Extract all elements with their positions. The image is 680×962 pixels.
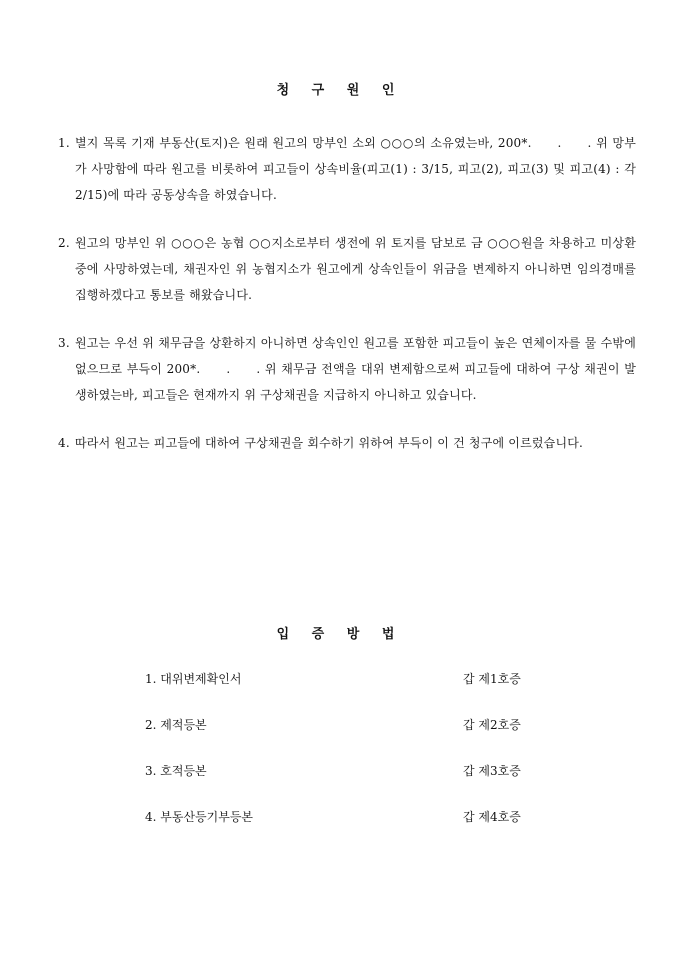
claims-list <box>58 130 636 478</box>
claim-item <box>58 130 636 208</box>
claim-text: 별지 목록 기재 부동산(토지)은 원래 원고의 망부인 소외 ○○○의 소유였는바, 200*. . . 위 망부가 사망함에 따라 원고를 비롯하여 피고들이 상속비율(피고(1) : 3/15, 피고(2), 피고(3) 및 피고(4) : 각 2/15)에 따라 공동상속을 하였습니다. <box>75 136 636 202</box>
evidence-code: 갑 제2호증 <box>463 718 521 732</box>
evidence-row <box>145 671 545 717</box>
claim-text: 따라서 원고는 피고들에 대하여 구상채권을 회수하기 위하여 부득이 이 건 청구에 이르렀습니다. <box>75 436 584 450</box>
evidence-code: 갑 제4호증 <box>463 810 521 824</box>
claims-title: 청 구 원 인 <box>276 83 404 98</box>
evidence-row <box>145 763 545 809</box>
claim-text: 원고는 우선 위 채무금을 상환하지 아니하면 상속인인 원고를 포함한 피고들이 높은 연체이자를 물 수밖에 없으므로 부득이 200*. . . 위 채무금 전액을 대위 변제함으로써 피고들에 대하여 구상 채권이 발생하였는바, 피고들은 현재까지 위 구상채권을 지급하지 아니하고 있습니다. <box>75 336 636 402</box>
evidence-code: 갑 제1호증 <box>463 672 521 686</box>
evidence-row <box>145 717 545 763</box>
evidence-name: 4. 부동산등기부등본 <box>145 810 254 824</box>
evidence-code: 갑 제3호증 <box>463 764 521 778</box>
evidence-name: 3. 호적등본 <box>145 764 207 778</box>
claim-number: 3. <box>58 336 70 350</box>
claim-item <box>58 330 636 408</box>
evidence-name: 1. 대위변제확인서 <box>145 672 242 686</box>
claim-number: 1. <box>58 136 70 150</box>
evidence-title: 입 증 방 법 <box>276 627 404 642</box>
claim-item <box>58 230 636 308</box>
claim-number: 4. <box>58 436 70 450</box>
evidence-list <box>145 671 545 855</box>
claim-item <box>58 430 636 456</box>
claim-number: 2. <box>58 236 70 250</box>
evidence-row <box>145 809 545 855</box>
evidence-name: 2. 제적등본 <box>145 718 207 732</box>
claim-text: 원고의 망부인 위 ○○○은 농협 ○○지소로부터 생전에 위 토지를 담보로 금 ○○○원을 차용하고 미상환중에 사망하였는데, 채권자인 위 농협지소가 원고에게 상속인들이 위금을 변제하지 아니하면 임의경매를 집행하겠다고 통보를 해왔습니다. <box>75 236 636 302</box>
